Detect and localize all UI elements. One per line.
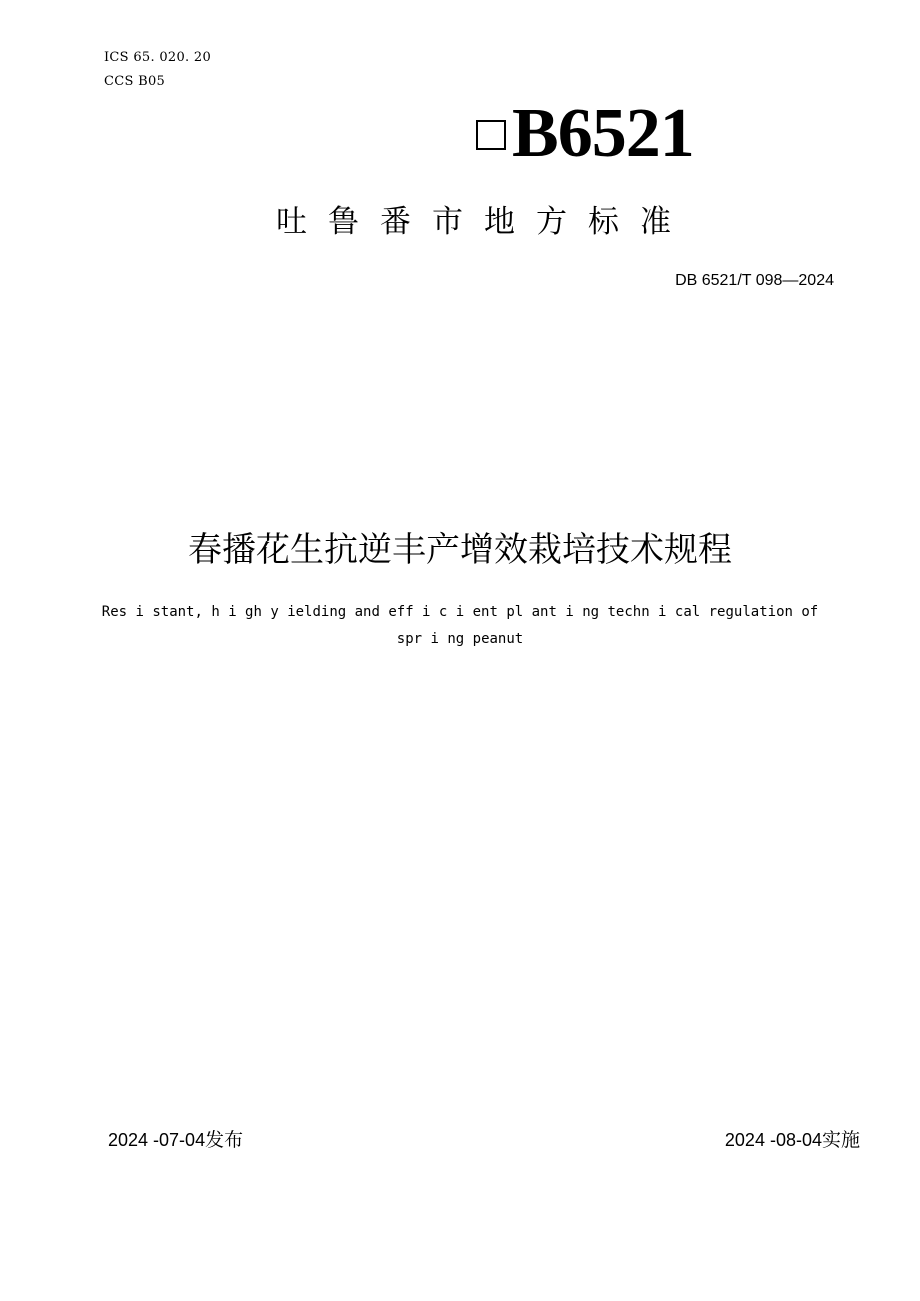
title-chinese	[0, 522, 920, 571]
implement-date-line	[725, 1125, 860, 1152]
implement-label: 实施	[821, 1129, 860, 1151]
title-english-line-2: spr i ng peanut	[396, 631, 524, 647]
standard-code-text: B6521	[512, 95, 694, 172]
implement-date: 2024 -08-04	[724, 1130, 822, 1150]
standard-number: DB 6521/T 098—2024	[675, 272, 834, 289]
standard-code	[476, 92, 694, 176]
ics-code: ICS 65. 020. 20	[104, 50, 212, 65]
ccs-code: CCS B05	[104, 74, 166, 89]
publish-label: 发布	[205, 1129, 244, 1151]
standard-type: 吐鲁番市地方标准	[276, 204, 692, 240]
publish-date-line	[108, 1125, 243, 1152]
title-english-line-1: Res i stant, h i gh y ielding and eff i c i ent pl ant i ng techn i cal regulation of	[101, 604, 819, 620]
publish-date: 2024 -07-04	[108, 1130, 206, 1150]
title-chinese-text: 春播花生抗逆丰产增效栽培技术规程	[188, 530, 732, 570]
standard-logo-box-icon	[476, 120, 506, 150]
